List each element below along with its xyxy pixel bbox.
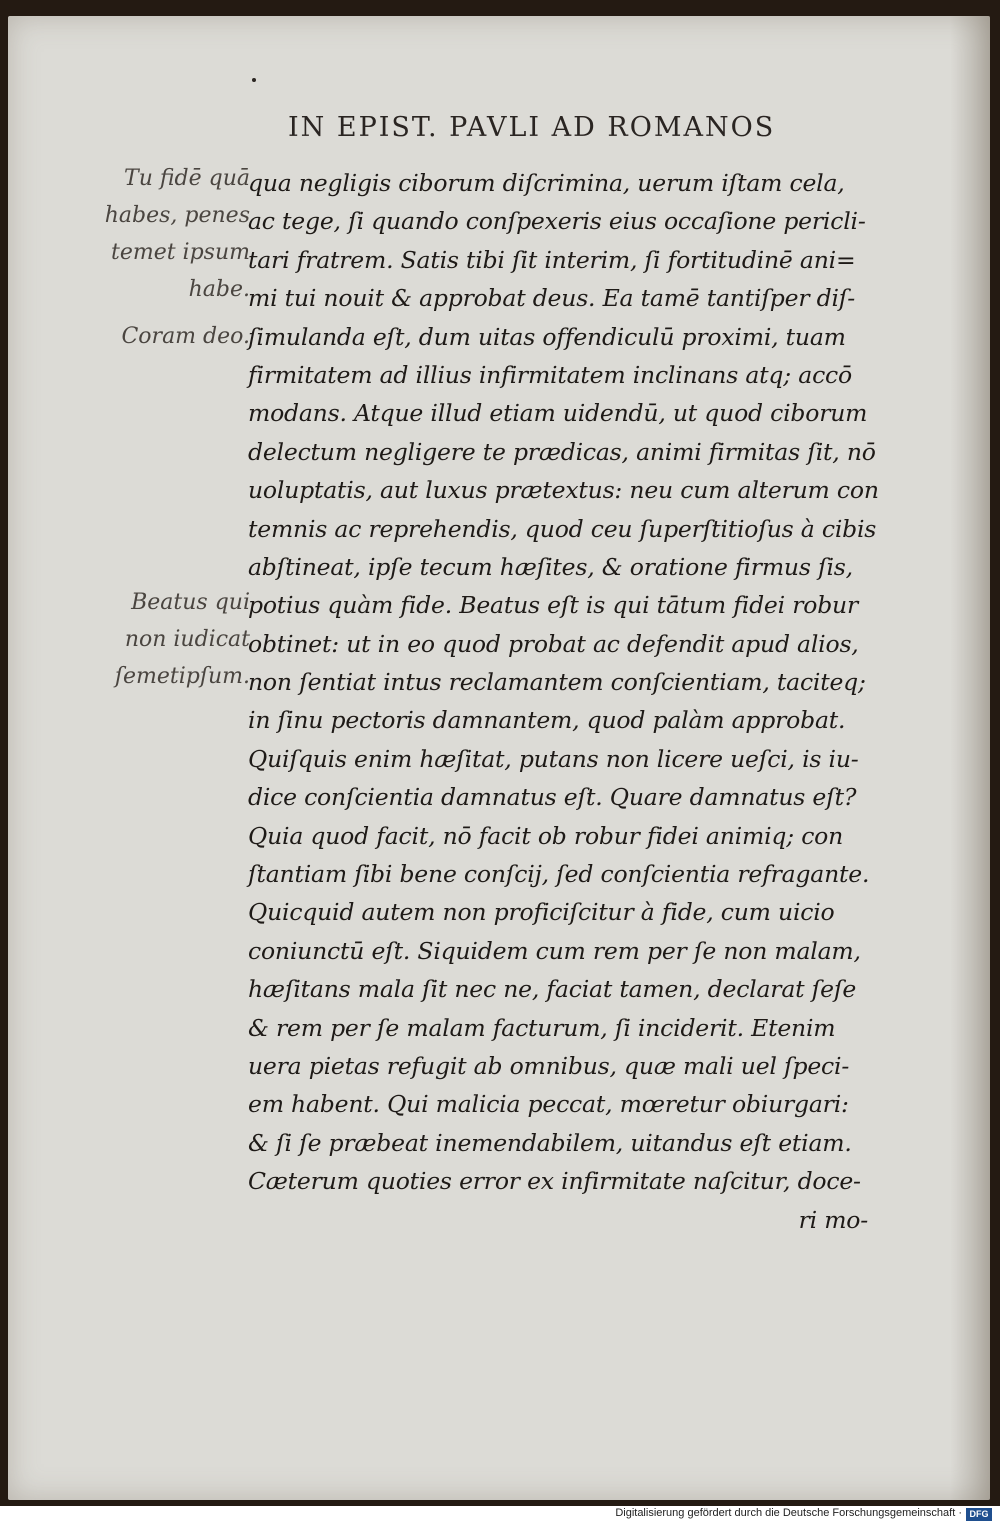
text-line: uera pietas refugit ab omnibus, quæ mali uel ſpeci- [248, 1051, 850, 1080]
margin-note-tu-fidem [90, 160, 250, 308]
text-line: qua negligis ciborum diſcrimina, uerum iſtam cela, [248, 169, 845, 197]
text-line: uoluptatis, aut luxus prætextus: neu cum alterum con [248, 476, 879, 505]
funding-credit: Digitalisierung gefördert durch die Deutsche Forschungsgemeinschaft · [615, 1507, 962, 1519]
text-line: obtinet: ut in eo quod probat ac defendit apud alios, [248, 629, 859, 658]
text-line: Cæterum quoties error ex infirmitate naſcitur, doce- [248, 1167, 861, 1196]
text-line: delectum negligere te prædicas, animi firmitas ſit, nō [248, 437, 876, 466]
text-line: Quia quod facit, nō facit ob robur fidei animiq; con [248, 821, 844, 850]
margin-note-line: Beatus qui [131, 590, 250, 615]
printer-mark [252, 78, 256, 82]
text-line: & rem per ſe malam facturum, ſi inciderit. Etenim [248, 1013, 836, 1042]
text-line: ac tege, ſi quando conſpexeris eius occaſione pericli- [248, 207, 866, 236]
running-header: IN EPIST. PAVLI AD ROMANOS [288, 112, 776, 143]
text-line: in ſinu pectoris damnantem, quod palàm approbat. [248, 706, 846, 735]
margin-note-line: Coram deo. [121, 324, 250, 349]
text-line: potius quàm fide. Beatus eſt is qui tātum fidei robur [248, 591, 859, 620]
text-line: abſtineat, ipſe tecum hæſites, & oratione firmus ſis, [248, 552, 853, 581]
text-line: non ſentiat intus reclamantem conſcientiam, taciteq; [248, 668, 866, 697]
text-line: mi tui nouit & approbat deus. Ea tamē tantiſper diſ- [248, 284, 856, 313]
margin-note-line: habes, penes [104, 203, 250, 228]
catchword-line: ri mo- [798, 1205, 868, 1234]
text-line: temnis ac reprehendis, quod ceu ſuperſtitioſus à cibis [248, 514, 877, 543]
text-line: ſimulanda eſt, dum uitas offendiculū proximi, tuam [248, 322, 846, 351]
margin-note-line: habe. [188, 277, 250, 302]
text-line: hæſitans mala ſit nec ne, faciat tamen, declarat ſeſe [248, 975, 857, 1004]
dfg-logo: DFG [966, 1508, 992, 1521]
text-line: modans. Atque illud etiam uidendū, ut quod ciborum [248, 399, 868, 428]
text-line: dice conſcientia damnatus eſt. Quare damnatus eſt? [248, 783, 857, 812]
margin-note-line: Tu fidē quā [124, 166, 250, 191]
page-edge-shadow [950, 16, 990, 1500]
margin-note-line: ſemetipſum. [114, 664, 250, 689]
text-line: Quiſquis enim hæſitat, putans non licere ueſci, is iu- [248, 744, 859, 773]
text-line: tari fratrem. Satis tibi ſit interim, ſi fortitudinē ani= [248, 245, 856, 274]
margin-note-beatus-qui [90, 584, 250, 695]
text-line: firmitatem ad illius infirmitatem inclinans atq; accō [248, 360, 852, 389]
main-text-block [248, 164, 888, 1239]
text-line: ſtantiam ſibi bene conſcij, ſed conſcientia refragante. [248, 860, 870, 889]
margin-note-line: non iudicat [124, 627, 250, 652]
text-line: & ſi ſe præbeat inemendabilem, uitandus eſt etiam. [248, 1128, 852, 1157]
margin-note-line: temet ipsum [110, 240, 250, 265]
text-line: Quicquid autem non proficiſcitur à fide, cum uicio [248, 898, 835, 927]
margin-note-coram-deo [90, 318, 250, 355]
text-line: em habent. Qui malicia peccat, mœretur obiurgari: [248, 1090, 849, 1119]
text-line: coniunctū eſt. Siquidem cum rem per ſe non malam, [248, 936, 861, 965]
